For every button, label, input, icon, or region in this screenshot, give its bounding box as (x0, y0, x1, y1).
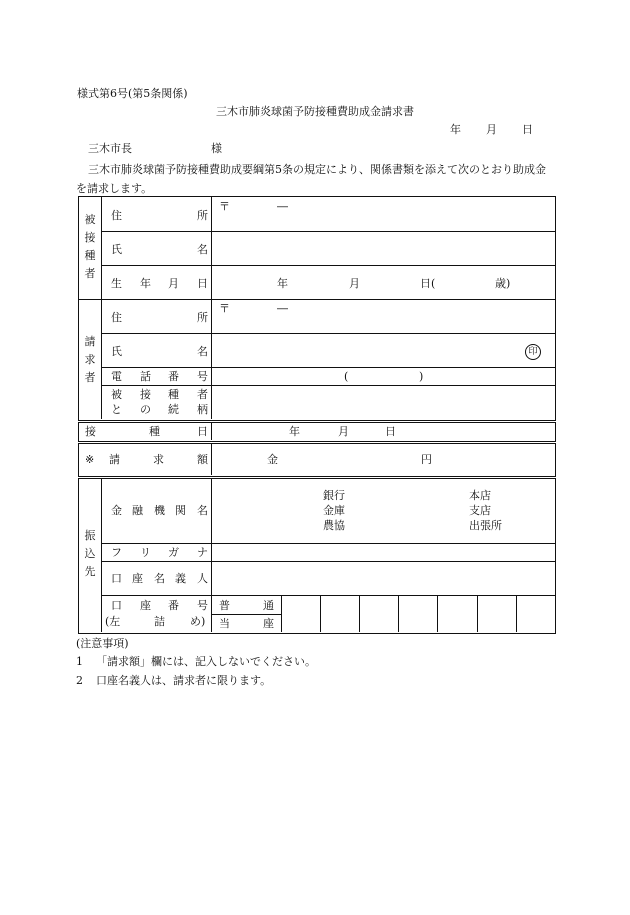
claimant-name-label-2: 名 (197, 345, 208, 358)
vaccinee-name-label-1: 氏 (111, 243, 122, 256)
amount-unit: 円 (421, 453, 432, 466)
bank-label-4: 関 (175, 504, 186, 517)
vaccinee-dob-month: 月 (349, 277, 360, 290)
honorific: 様 (211, 142, 222, 155)
vaccinee-postal-dash: ― (277, 200, 288, 213)
header-date-month: 月 (486, 123, 497, 136)
transfer-section-label: 振込先 (84, 529, 96, 578)
account-label-1a: 口 (111, 599, 122, 612)
claimant-phone-label-4: 号 (197, 370, 208, 383)
claimant-phone-label-2: 話 (140, 370, 151, 383)
claimant-postal-dash: ― (277, 302, 288, 315)
vaccination-date-label-1: 接 (85, 425, 96, 438)
account-label-1d: 号 (197, 599, 208, 612)
bank-type-1: 銀行 (323, 489, 345, 502)
account-label-2c: め) (190, 615, 206, 628)
account-label-2a: (左 (105, 615, 121, 628)
request-statement: 三木市肺炎球菌予防接種費助成要綱第5条の規定により、関係書類を添えて次のとおり助成金を請求します。 (76, 163, 546, 195)
vaccination-date-year: 年 (289, 425, 300, 438)
vaccinee-dob-day: 日( (420, 277, 436, 290)
claimant-phone-label-3: 番 (168, 370, 179, 383)
furigana-label-3: ガ (168, 546, 179, 559)
bank-label-3: 機 (154, 504, 165, 517)
addressee: 三木市長 (88, 142, 132, 155)
bank-type-2: 金庫 (323, 504, 345, 517)
vaccinee-section-label: 被接種者 (84, 213, 96, 280)
branch-type-2: 支店 (469, 504, 491, 517)
bank-type-3: 農協 (323, 519, 345, 532)
vaccinee-dob-label-1: 生 (111, 277, 122, 290)
type-ordinary-1: 普 (219, 599, 230, 612)
amount-label-3: 額 (197, 453, 208, 466)
amount-note-mark: ※ (85, 453, 95, 466)
claimant-relation-label-1d: 者 (197, 388, 208, 401)
claimant-relation-label-1a: 被 (111, 388, 122, 401)
vaccinee-postal-mark: 〒 (219, 200, 230, 213)
bank-label-1: 金 (111, 504, 122, 517)
claimant-section-label: 請求者 (84, 335, 96, 384)
claimant-address-label-1: 住 (111, 311, 122, 324)
vaccination-date-month: 月 (338, 425, 349, 438)
furigana-label-4: ナ (197, 546, 208, 559)
claimant-phone-close: ) (419, 370, 424, 383)
type-current-2: 座 (263, 617, 274, 630)
claimant-phone-open: ( (344, 370, 349, 383)
account-label-1c: 番 (168, 599, 179, 612)
vaccinee-age-unit: 歳) (495, 277, 511, 290)
holder-label-5: 人 (197, 572, 208, 585)
vaccination-date-label-3: 日 (197, 425, 208, 438)
notes-heading: (注意事項) (76, 637, 129, 650)
amount-label-1: 請 (109, 453, 120, 466)
vaccinee-address-label-1: 住 (111, 209, 122, 222)
branch-type-3: 出張所 (469, 519, 502, 532)
note-item-1-text: 「請求額」欄には、記入しないでください。 (96, 655, 316, 668)
holder-label-4: 義 (175, 572, 186, 585)
claimant-postal-mark: 〒 (219, 302, 230, 315)
claimant-relation-label-2d: 柄 (197, 403, 208, 416)
claimant-relation-label-1b: 接 (140, 388, 151, 401)
type-current-1: 当 (219, 617, 230, 630)
furigana-label-2: リ (140, 546, 151, 559)
header-date-year: 年 (450, 123, 461, 136)
note-item-2-text: 口座名義人は、請求者に限ります。 (96, 674, 272, 687)
amount-prefix: 金 (267, 453, 278, 466)
branch-type-1: 本店 (469, 489, 491, 502)
vaccinee-name-label-2: 名 (197, 243, 208, 256)
account-label-2b: 詰 (154, 615, 165, 628)
claimant-phone-label-1: 電 (111, 370, 122, 383)
account-label-1b: 座 (140, 599, 151, 612)
note-item-2-number: 2 (76, 674, 83, 687)
seal-mark: 印 (525, 344, 541, 360)
applicant-table (78, 196, 556, 421)
vaccinee-address-label-2: 所 (197, 209, 208, 222)
furigana-label-1: フ (111, 546, 122, 559)
vaccinee-dob-label-2: 年 (140, 277, 151, 290)
vaccination-date-label-2: 種 (149, 425, 160, 438)
claimant-address-label-2: 所 (197, 311, 208, 324)
claimant-relation-label-2c: 続 (168, 403, 179, 416)
vaccination-date-row (78, 422, 556, 442)
bank-label-5: 名 (197, 504, 208, 517)
claimant-relation-label-2a: と (111, 403, 122, 416)
holder-label-2: 座 (132, 572, 143, 585)
amount-label-2: 求 (153, 453, 164, 466)
type-ordinary-2: 通 (263, 599, 274, 612)
holder-label-3: 名 (154, 572, 165, 585)
form-number: 様式第6号(第5条関係) (77, 87, 188, 100)
vaccinee-dob-label-4: 日 (197, 277, 208, 290)
holder-label-1: 口 (111, 572, 122, 585)
claimant-relation-label-1c: 種 (168, 388, 179, 401)
vaccination-date-day: 日 (385, 425, 396, 438)
note-item-1-number: 1 (76, 655, 83, 668)
transfer-table (78, 478, 556, 634)
header-date-day: 日 (522, 123, 533, 136)
claimant-relation-label-2b: の (140, 403, 151, 416)
vaccinee-dob-label-3: 月 (168, 277, 179, 290)
claim-amount-row (78, 443, 556, 477)
bank-label-2: 融 (132, 504, 143, 517)
claimant-name-label-1: 氏 (111, 345, 122, 358)
vaccinee-dob-year: 年 (277, 277, 288, 290)
document-title: 三木市肺炎球菌予防接種費助成金請求書 (216, 105, 414, 118)
